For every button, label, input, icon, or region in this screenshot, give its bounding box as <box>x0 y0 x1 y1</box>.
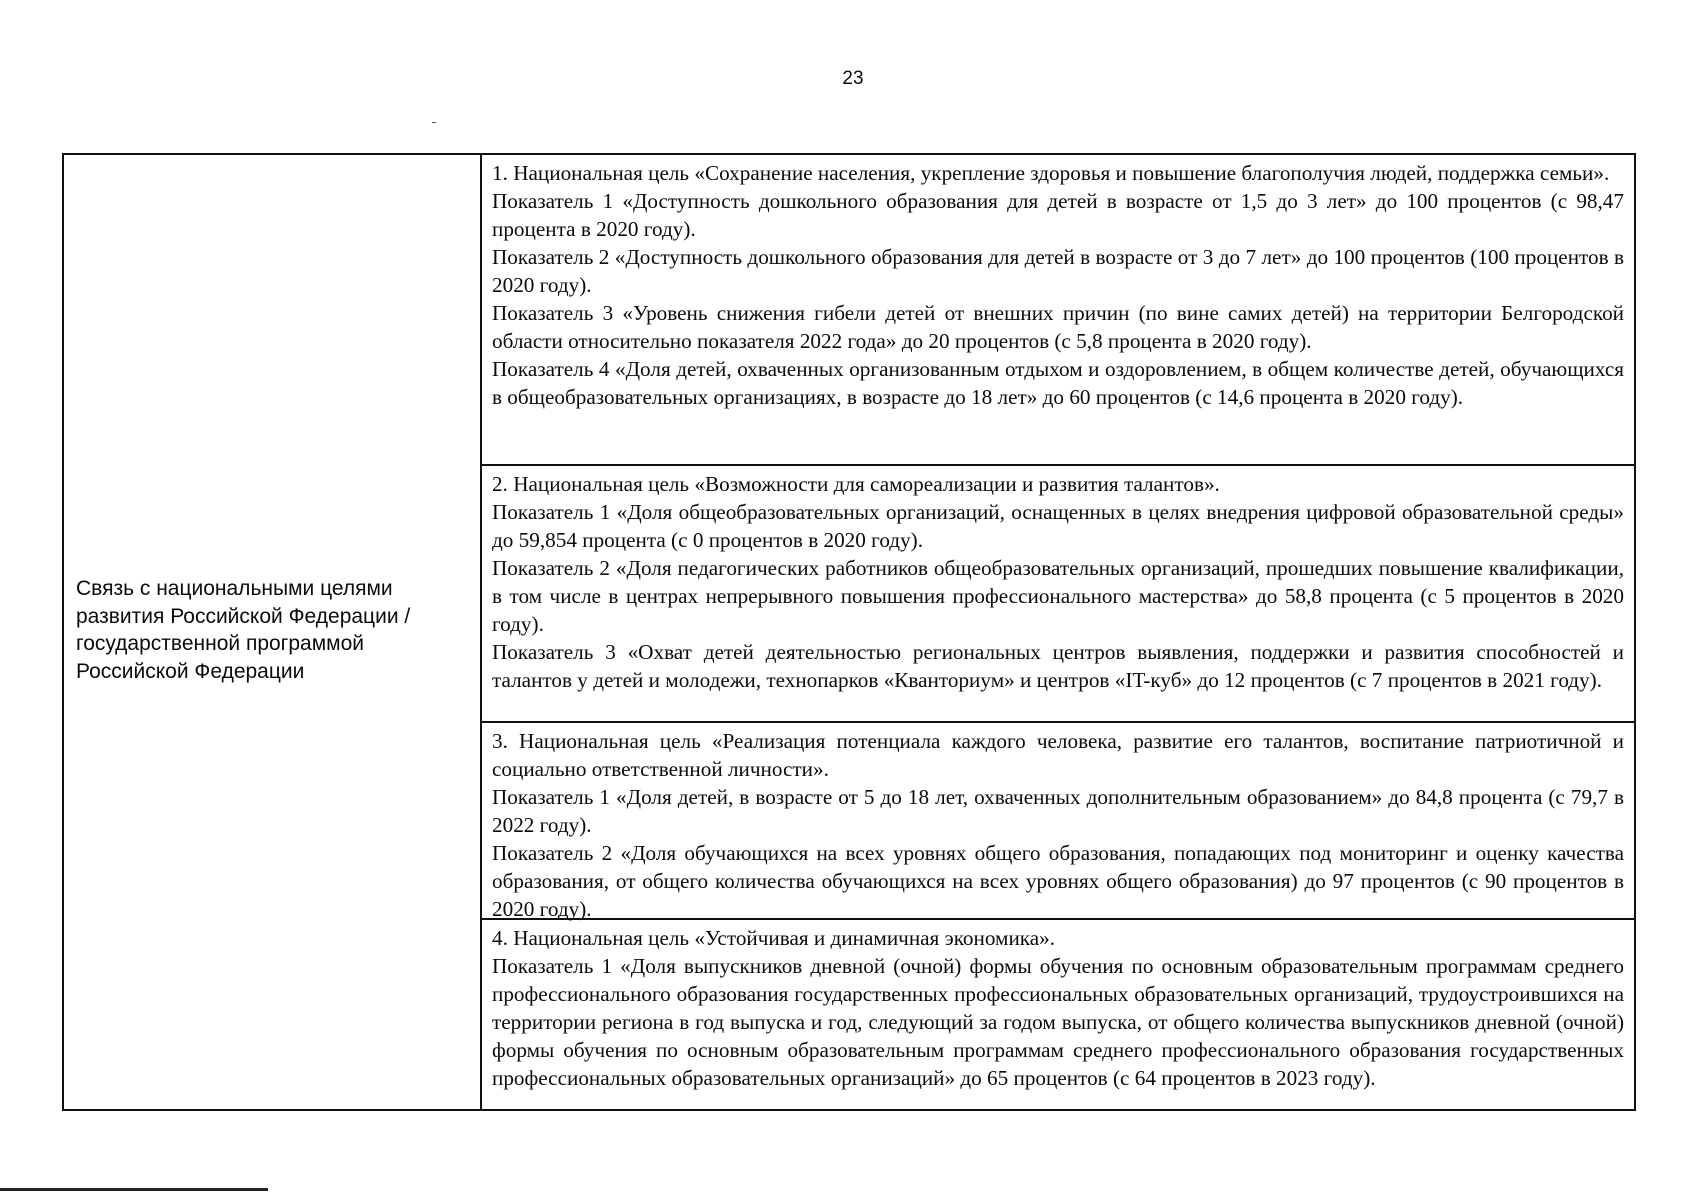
table-left-cell <box>64 155 482 1109</box>
goal-2-indicator-1: Показатель 1 «Доля общеобразовательных организаций, оснащенных в целях внедрения цифровой образовательной среды» до 59,854 процента (с 0 процентов в 2020 году). <box>492 500 1624 552</box>
goal-1-indicator-2: Показатель 2 «Доступность дошкольного образования для детей в возрасте от 3 до 7 лет» до 100 процентов (100 процентов в 2020 году). <box>492 245 1624 297</box>
goal-3-indicator-2: Показатель 2 «Доля обучающихся на всех уровнях общего образования, попадающих под мониторинг и оценку качества образования, от общего количества обучающихся на всех уровнях общего образования) до 97 процентов (с 90 процентов в 2020 году). <box>492 841 1624 921</box>
goal-block-3 <box>482 721 1634 921</box>
goal-3-title: 3. Национальная цель «Реализация потенциала каждого человека, развитие его талантов, воспитание патриотичной и социально ответственной личности». <box>492 729 1624 781</box>
goal-4-indicator-1: Показатель 1 «Доля выпускников дневной (очной) формы обучения по основным образовательным программам среднего профессионального образования государственных профессиональных образовательных организаций, трудоустроившихся на территории региона в год выпуска и год, следующий за годом выпуска, от общего количества выпускников дневной (очной) формы обучения по основным образовательным программам среднего профессионального образования государственных профессиональных образовательных организаций» до 65 процентов (с 64 процентов в 2023 году). <box>492 954 1624 1090</box>
goal-1-title: 1. Национальная цель «Сохранение населения, укрепление здоровья и повышение благополучия людей, поддержка семьи». <box>492 161 1610 185</box>
goal-2-indicator-3: Показатель 3 «Охват детей деятельностью региональных центров выявления, поддержки и развития способностей и талантов у детей и молодежи, технопарков «Кванториум» и центров «IT-куб» до 12 процентов (с 7 процентов в 2021 году). <box>492 640 1624 692</box>
goals-table <box>62 153 1636 1111</box>
goal-2-title: 2. Национальная цель «Возможности для самореализации и развития талантов». <box>492 472 1220 496</box>
scan-mark <box>432 122 436 123</box>
goal-1-indicator-3: Показатель 3 «Уровень снижения гибели детей от внешних причин (по вине самих детей) на территории Белгородской области относительно показателя 2022 года» до 20 процентов (с 5,8 процента в 2020 году). <box>492 301 1624 353</box>
scan-edge-line <box>0 1188 268 1191</box>
goal-block-4 <box>482 918 1634 1109</box>
page-number: 23 <box>842 68 864 89</box>
goal-1-indicator-4: Показатель 4 «Доля детей, охваченных организованным отдыхом и оздоровлением, в общем количестве детей, обучающихся в общеобразовательных организациях, в возрасте до 18 лет» до 60 процентов (с 14,6 процента в 2020 году). <box>492 357 1624 409</box>
national-goals-link-label: Связь с национальными целями развития Российской Федерации / государственной программой Российской Федерации <box>76 577 411 683</box>
goal-4-title: 4. Национальная цель «Устойчивая и динамичная экономика». <box>492 926 1056 950</box>
goal-3-indicator-1: Показатель 1 «Доля детей, в возрасте от 5 до 18 лет, охваченных дополнительным образованием» до 84,8 процента (с 79,7 в 2022 году). <box>492 785 1624 837</box>
goal-block-1 <box>482 155 1634 464</box>
goal-1-indicator-1: Показатель 1 «Доступность дошкольного образования для детей в возрасте от 1,5 до 3 лет» до 100 процентов (с 98,47 процента в 2020 году). <box>492 189 1624 241</box>
goal-2-indicator-2: Показатель 2 «Доля педагогических работников общеобразовательных организаций, прошедших повышение квалификации, в том числе в центрах непрерывного повышения профессионального мастерства» до 58,8 процента (с 5 процентов в 2020 году). <box>492 556 1624 636</box>
table-right-column <box>482 155 1634 1109</box>
goal-block-2 <box>482 464 1634 721</box>
